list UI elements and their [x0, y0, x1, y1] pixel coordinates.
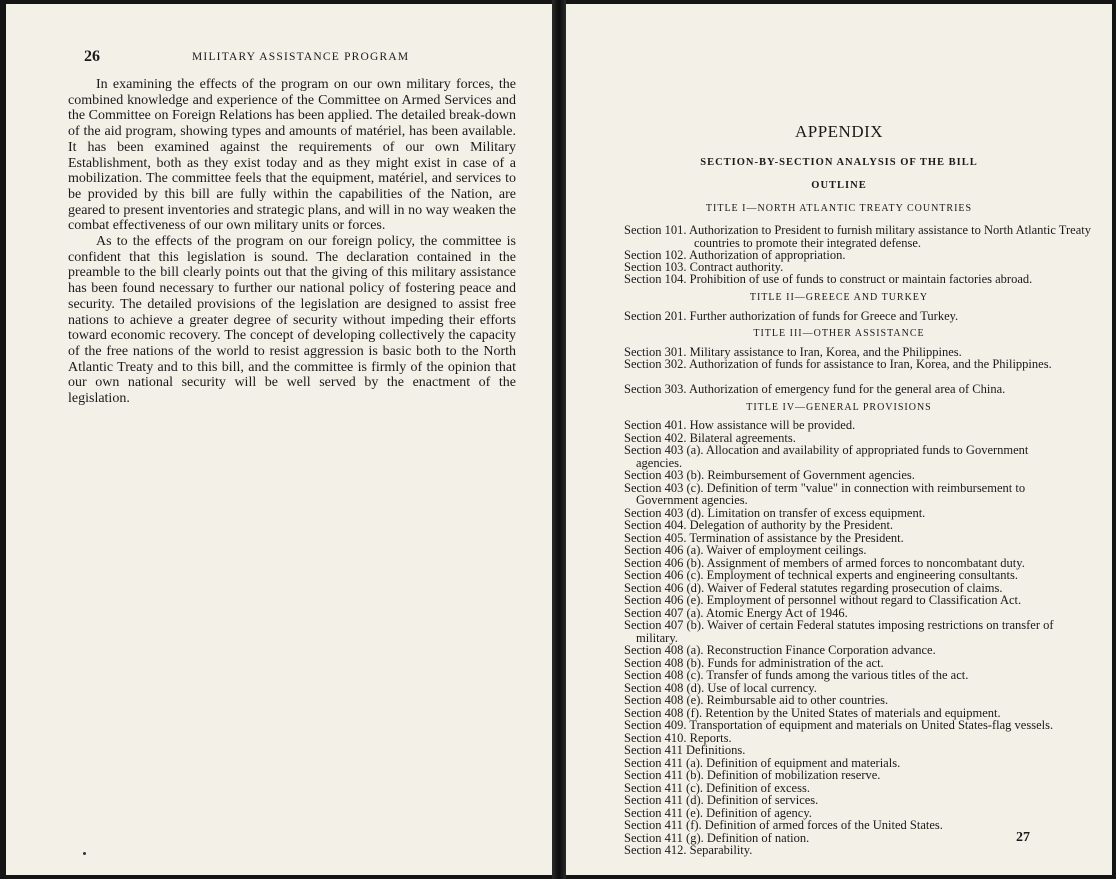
- outline-entry: Section 406 (a). Waiver of employment ceilings.: [624, 543, 867, 557]
- outline-entry: Section 408 (c). Transfer of funds among the various titles of the act.: [624, 668, 969, 682]
- left-page: [6, 4, 552, 875]
- title-heading: TITLE II—GREECE AND TURKEY: [749, 292, 929, 303]
- outline-entry: Section 406 (d). Waiver of Federal statutes regarding prosecution of claims.: [624, 580, 1003, 595]
- outline-entry: Section 408 (b). Funds for administration of the act.: [624, 655, 884, 670]
- outline-entry: Section 406 (e). Employment of personnel without regard to Classification Act.: [624, 593, 1022, 607]
- right-page: [566, 4, 1112, 875]
- outline-entry: Section 411 (f). Definition of armed forces of the United States.: [624, 818, 943, 832]
- page-number-right: 27: [1016, 830, 1030, 845]
- outline-entry: Section 104. Prohibition of use of funds to construct or maintain factories abroad.: [624, 272, 1033, 286]
- outline-entry: Section 302. Authorization of funds for assistance to Iran, Korea, and the Philippines.: [624, 357, 1052, 371]
- outline-entry: Section 405. Termination of assistance by the President.: [624, 530, 904, 545]
- title-iv-list: [624, 419, 1058, 857]
- outline-entry: Section 404. Delegation of authority by the President.: [624, 518, 894, 532]
- title-heading: TITLE I—NORTH ATLANTIC TREATY COUNTRIES: [705, 203, 973, 214]
- title-heading: TITLE III—OTHER ASSISTANCE: [753, 328, 925, 339]
- outline-entry: Section 403 (a). Allocation and availability of appropriated funds to Government agencies.: [624, 443, 1029, 470]
- page-mark: [83, 852, 86, 855]
- outline-entry: Section 411 (g). Definition of nation.: [624, 830, 810, 845]
- page-number-left: 26: [84, 48, 100, 65]
- outline-entry: Section 407 (a). Atomic Energy Act of 1946.: [624, 605, 848, 620]
- outline-entry: Section 102. Authorization of appropriation.: [624, 248, 846, 262]
- outline-entry: Section 103. Contract authority.: [624, 260, 784, 274]
- title-heading: TITLE IV—GENERAL PROVISIONS: [746, 402, 932, 413]
- outline-entry: Section 411 (d). Definition of services.: [624, 793, 819, 807]
- outline-entry: Section 301. Military assistance to Iran, Korea, and the Philippines.: [624, 345, 962, 359]
- outline-entry: Section 403 (c). Definition of term "value" in connection with reimbursement to Government agencies.: [624, 480, 1026, 507]
- outline-entry: Section 403 (b). Reimbursement of Government agencies.: [624, 468, 915, 482]
- outline-entry: Section 403 (d). Limitation on transfer of excess equipment.: [624, 505, 926, 520]
- outline-entry: Section 406 (b). Assignment of members of armed forces to noncombatant duty.: [624, 555, 1025, 570]
- outline-entry: Section 411 (c). Definition of excess.: [624, 780, 810, 795]
- outline-entry: Section 411 Definitions.: [624, 743, 746, 757]
- outline-heading: OUTLINE: [811, 180, 867, 191]
- paragraph-military-forces: In examining the effects of the program on our own military forces, the combined knowledge and experience of the Committee on Armed Services and the Committee on Foreign Relations has been applied. The detailed break-down of the aid program, showing types and amounts of matériel, has been available. It has been examined against the requirements of our own Military Establishment, both as they exist today and as they might exist in case of a mobilization. The committee feels that the equipment, matériel, and services to be provided by this bill are fully within the capabilities of the Nation, are geared to present inventories and strategic plans, and will in no way weaken the combat effectiveness of our own military units or forces.: [68, 77, 516, 234]
- paragraph-foreign-policy: As to the effects of the program on our foreign policy, the committee is confident that this legislation is sound. The declaration contained in the preamble to the bill clearly points out that the giving of this military assistance has been found necessary to further our national policy of fostering peace and security. The detailed provisions of the legislation are designed to assist free nations to achieve a greater degree of security without impeding their efforts toward economic recovery. The concept of developing collectively the capacity of the free nations of the world to resist aggression is basic both to the North Atlantic Treaty and to this bill, and the committee is firmly of the opinion that our own national security will be well served by the enactment of the legislation.: [68, 234, 516, 407]
- outline-entry: Section 411 (b). Definition of mobilization reserve.: [624, 768, 881, 782]
- appendix-subtitle: SECTION-BY-SECTION ANALYSIS OF THE BILL: [700, 157, 978, 168]
- outline-entry: Section 406 (c). Employment of technical experts and engineering consultants.: [624, 568, 1018, 582]
- outline-entry: Section 402. Bilateral agreements.: [624, 430, 796, 445]
- outline-entry: Section 409. Transportation of equipment and materials on United States-flag vessels.: [624, 718, 1054, 732]
- outline-entry: Section 408 (a). Reconstruction Finance Corporation advance.: [624, 643, 936, 657]
- outline-entry: Section 408 (e). Reimbursable aid to other countries.: [624, 693, 889, 707]
- outline-entry: Section 408 (f). Retention by the United States of materials and equipment.: [624, 705, 1001, 720]
- outline-entry: Section 411 (e). Definition of agency.: [624, 805, 812, 820]
- outline-entry: Section 201. Further authorization of funds for Greece and Turkey.: [624, 309, 959, 323]
- outline-entry: Section 410. Reports.: [624, 730, 732, 745]
- outline-entry: Section 407 (b). Waiver of certain Federal statutes imposing restrictions on transfer of military.: [624, 618, 1054, 645]
- outline-entry: Section 401. How assistance will be provided.: [624, 418, 856, 432]
- outline-entry: Section 411 (a). Definition of equipment and materials.: [624, 755, 901, 770]
- bleed-through-text: [36, 364, 536, 794]
- outline-entry: Section 408 (d). Use of local currency.: [624, 680, 817, 695]
- book-gutter: [552, 0, 566, 879]
- outline-entry: Section 412. Separability.: [624, 843, 753, 857]
- outline-entry: Section 303. Authorization of emergency fund for the general area of China.: [624, 382, 1006, 396]
- appendix-title: APPENDIX: [794, 122, 884, 141]
- running-head: MILITARY ASSISTANCE PROGRAM: [192, 51, 410, 63]
- outline-entry: Section 101. Authorization to President to furnish military assistance to North Atlantic Treaty countries to promote their integrated defense.: [624, 223, 1091, 250]
